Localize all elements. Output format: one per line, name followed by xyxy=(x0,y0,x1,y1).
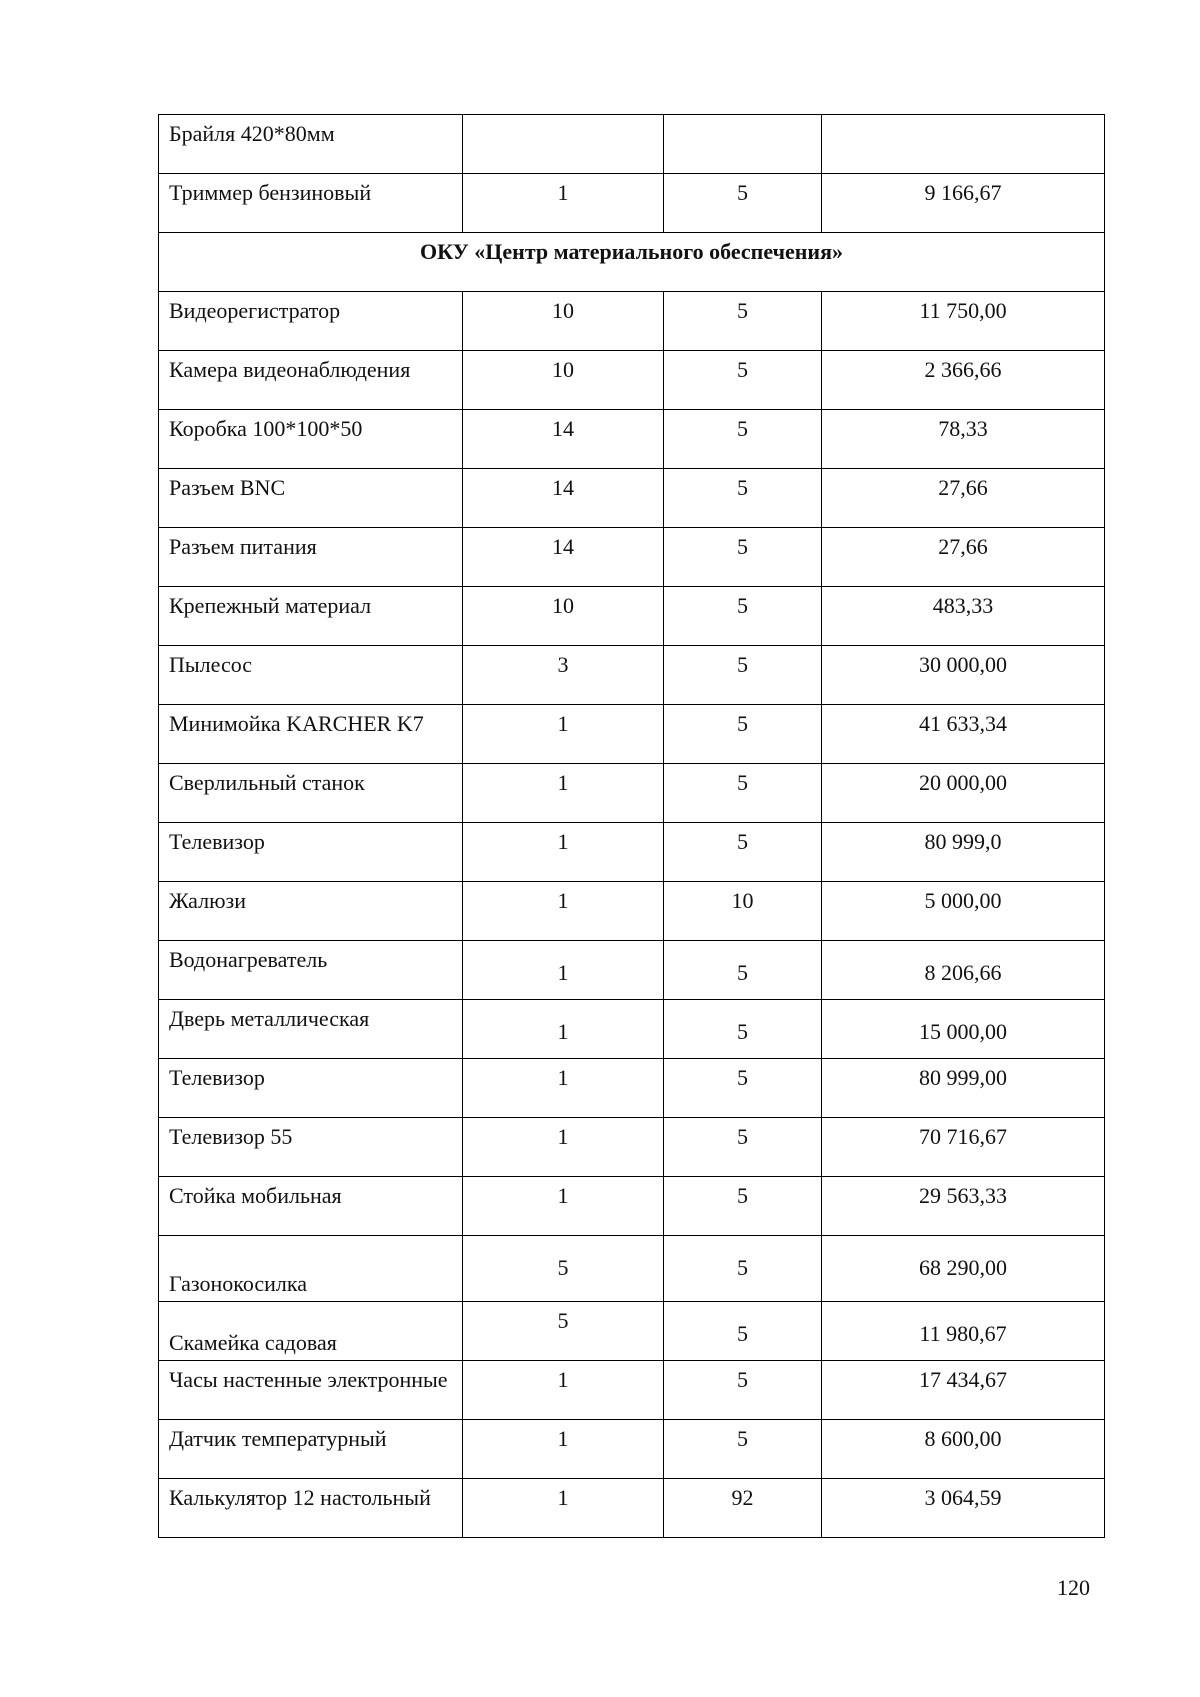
table-row xyxy=(159,1479,1105,1538)
item-price: 20 000,00 xyxy=(822,764,1105,823)
item-name: Триммер бензиновый xyxy=(159,174,463,233)
item-name: Коробка 100*100*50 xyxy=(159,410,463,469)
item-service-years: 10 xyxy=(664,882,822,941)
item-quantity xyxy=(463,115,664,174)
page-number: 120 xyxy=(1057,1575,1090,1600)
item-service-years: 5 xyxy=(664,1118,822,1177)
item-price: 2 366,66 xyxy=(822,351,1105,410)
item-price: 68 290,00 xyxy=(822,1236,1105,1302)
item-name: Газонокосилка xyxy=(159,1236,463,1302)
item-quantity: 1 xyxy=(463,823,664,882)
item-service-years: 5 xyxy=(664,1420,822,1479)
item-quantity: 1 xyxy=(463,882,664,941)
item-service-years: 5 xyxy=(664,764,822,823)
item-price: 27,66 xyxy=(822,528,1105,587)
item-service-years: 5 xyxy=(664,646,822,705)
item-quantity: 1 xyxy=(463,764,664,823)
item-quantity: 3 xyxy=(463,646,664,705)
item-quantity: 1 xyxy=(463,1479,664,1538)
item-service-years: 5 xyxy=(664,1059,822,1118)
table-row xyxy=(159,528,1105,587)
item-price: 27,66 xyxy=(822,469,1105,528)
item-service-years: 5 xyxy=(664,351,822,410)
item-price: 11 980,67 xyxy=(822,1302,1105,1361)
item-service-years: 5 xyxy=(664,528,822,587)
item-name: Водонагреватель xyxy=(159,941,463,1000)
item-service-years: 5 xyxy=(664,705,822,764)
item-price: 15 000,00 xyxy=(822,1000,1105,1059)
item-service-years: 5 xyxy=(664,292,822,351)
section-row xyxy=(159,233,1105,292)
item-service-years xyxy=(664,115,822,174)
item-service-years: 5 xyxy=(664,174,822,233)
table-row xyxy=(159,351,1105,410)
item-name: Жалюзи xyxy=(159,882,463,941)
item-service-years: 5 xyxy=(664,1177,822,1236)
table-row xyxy=(159,115,1105,174)
item-name: Брайля 420*80мм xyxy=(159,115,463,174)
item-price: 41 633,34 xyxy=(822,705,1105,764)
item-service-years: 5 xyxy=(664,1361,822,1420)
item-quantity: 1 xyxy=(463,705,664,764)
table-row xyxy=(159,1236,1105,1302)
item-quantity: 1 xyxy=(463,1118,664,1177)
table-row xyxy=(159,705,1105,764)
item-quantity: 10 xyxy=(463,351,664,410)
table-row xyxy=(159,646,1105,705)
item-price: 9 166,67 xyxy=(822,174,1105,233)
section-title: ОКУ «Центр материального обеспечения» xyxy=(159,233,1105,292)
item-name: Калькулятор 12 настольный xyxy=(159,1479,463,1538)
item-service-years: 5 xyxy=(664,941,822,1000)
item-service-years: 5 xyxy=(664,1302,822,1361)
item-name: Разъем питания xyxy=(159,528,463,587)
item-name: Крепежный материал xyxy=(159,587,463,646)
item-name: Минимойка KARCHER K7 xyxy=(159,705,463,764)
item-price: 3 064,59 xyxy=(822,1479,1105,1538)
item-name: Телевизор xyxy=(159,1059,463,1118)
item-quantity: 1 xyxy=(463,941,664,1000)
equipment-table xyxy=(158,114,1105,1538)
item-price: 30 000,00 xyxy=(822,646,1105,705)
item-price: 70 716,67 xyxy=(822,1118,1105,1177)
item-price: 80 999,00 xyxy=(822,1059,1105,1118)
table-row xyxy=(159,1420,1105,1479)
item-name: Дверь металлическая xyxy=(159,1000,463,1059)
table-row xyxy=(159,1302,1105,1361)
item-quantity: 14 xyxy=(463,528,664,587)
item-service-years: 5 xyxy=(664,410,822,469)
item-service-years: 92 xyxy=(664,1479,822,1538)
item-service-years: 5 xyxy=(664,823,822,882)
table-row xyxy=(159,174,1105,233)
table-row xyxy=(159,882,1105,941)
item-price: 5 000,00 xyxy=(822,882,1105,941)
item-quantity: 14 xyxy=(463,410,664,469)
item-price: 8 206,66 xyxy=(822,941,1105,1000)
table-row xyxy=(159,469,1105,528)
table-row xyxy=(159,1059,1105,1118)
item-name: Телевизор 55 xyxy=(159,1118,463,1177)
item-name: Стойка мобильная xyxy=(159,1177,463,1236)
item-quantity: 1 xyxy=(463,174,664,233)
item-price: 17 434,67 xyxy=(822,1361,1105,1420)
table-row xyxy=(159,1000,1105,1059)
item-service-years: 5 xyxy=(664,1000,822,1059)
item-price: 78,33 xyxy=(822,410,1105,469)
item-name: Камера видеонаблюдения xyxy=(159,351,463,410)
item-price: 8 600,00 xyxy=(822,1420,1105,1479)
item-service-years: 5 xyxy=(664,469,822,528)
item-name: Видеорегистратор xyxy=(159,292,463,351)
item-quantity: 5 xyxy=(463,1302,664,1361)
item-quantity: 14 xyxy=(463,469,664,528)
item-name: Телевизор xyxy=(159,823,463,882)
table-row xyxy=(159,764,1105,823)
table-row xyxy=(159,1118,1105,1177)
item-name: Разъем BNC xyxy=(159,469,463,528)
table-row xyxy=(159,823,1105,882)
item-price: 29 563,33 xyxy=(822,1177,1105,1236)
item-price: 483,33 xyxy=(822,587,1105,646)
table-row xyxy=(159,941,1105,1000)
item-quantity: 1 xyxy=(463,1177,664,1236)
item-name: Часы настенные электронные xyxy=(159,1361,463,1420)
item-quantity: 1 xyxy=(463,1420,664,1479)
item-name: Пылесос xyxy=(159,646,463,705)
item-price: 11 750,00 xyxy=(822,292,1105,351)
item-quantity: 1 xyxy=(463,1361,664,1420)
table-row xyxy=(159,1361,1105,1420)
item-price xyxy=(822,115,1105,174)
item-name: Датчик температурный xyxy=(159,1420,463,1479)
item-name: Скамейка садовая xyxy=(159,1302,463,1361)
item-quantity: 5 xyxy=(463,1236,664,1302)
item-service-years: 5 xyxy=(664,1236,822,1302)
table-row xyxy=(159,587,1105,646)
item-quantity: 10 xyxy=(463,587,664,646)
table-row xyxy=(159,1177,1105,1236)
table-row xyxy=(159,410,1105,469)
item-price: 80 999,0 xyxy=(822,823,1105,882)
item-service-years: 5 xyxy=(664,587,822,646)
table-row xyxy=(159,292,1105,351)
item-quantity: 1 xyxy=(463,1059,664,1118)
item-quantity: 10 xyxy=(463,292,664,351)
item-name: Сверлильный станок xyxy=(159,764,463,823)
item-quantity: 1 xyxy=(463,1000,664,1059)
